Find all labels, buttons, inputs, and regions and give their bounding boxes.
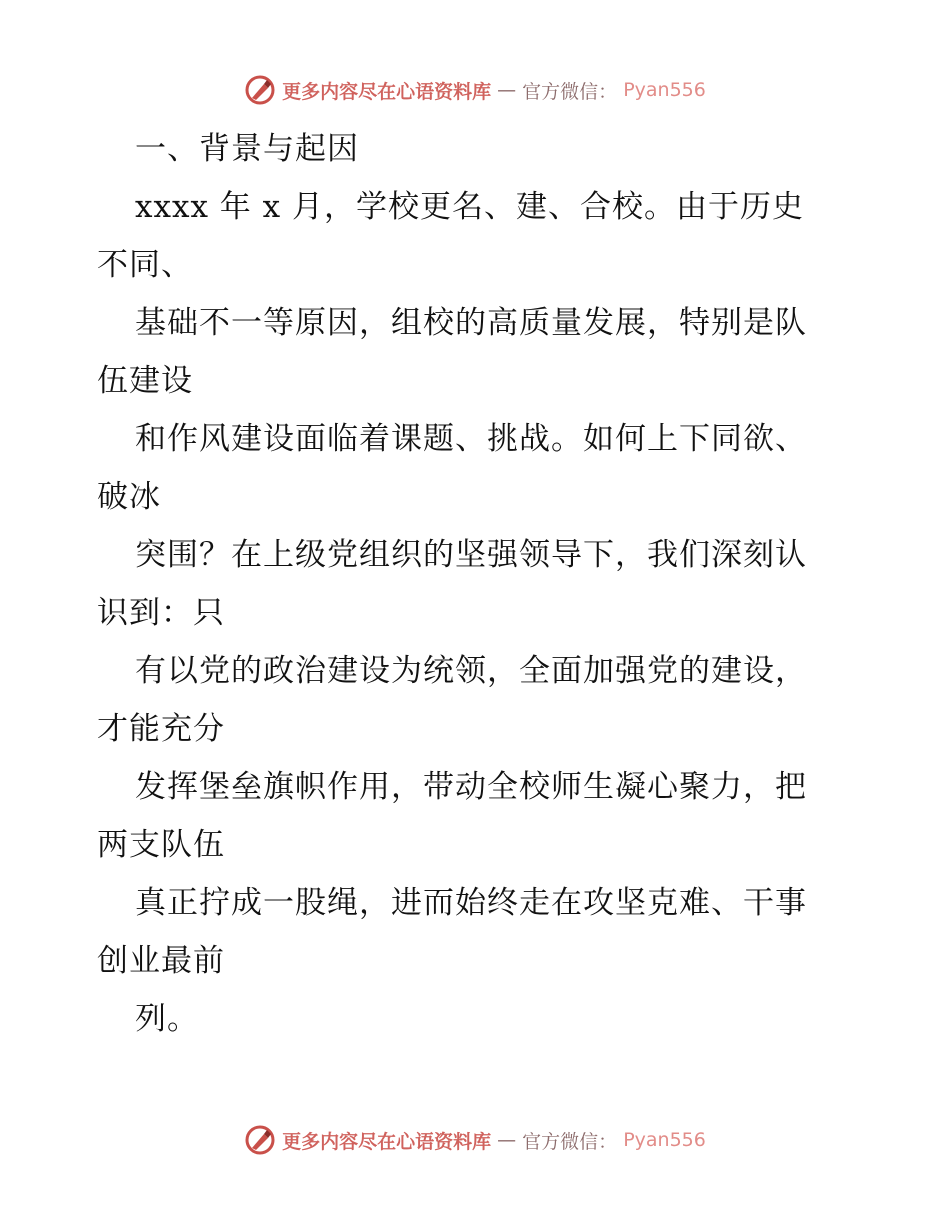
pen-logo-icon xyxy=(244,74,276,106)
text-line: 有以党的政治建设为统领，全面加强党的建设， xyxy=(135,653,807,689)
watermark-brand: 更多内容尽在心语资料库 xyxy=(282,1130,492,1153)
watermark-handle: Pyan556 xyxy=(623,79,706,101)
text-line: 两支队伍 xyxy=(97,827,225,863)
text-line: 一、背景与起因 xyxy=(135,131,359,167)
text-line: 破冰 xyxy=(97,479,161,515)
watermark-handle: Pyan556 xyxy=(623,1129,706,1151)
header-watermark xyxy=(0,70,950,110)
watermark-separator: — xyxy=(497,1129,517,1151)
text-line: 真正拧成一股绳，进而始终走在攻坚克难、干事 xyxy=(135,885,807,921)
pen-logo-icon xyxy=(244,1124,276,1156)
text-line: 突围？在上级党组织的坚强领导下，我们深刻认 xyxy=(135,537,807,573)
text-line: xxxx 年 x 月，学校更名、建、合校。由于历史 xyxy=(135,189,804,225)
text-line: 识到：只 xyxy=(97,595,225,631)
watermark-suffix: 官方微信： xyxy=(522,80,618,103)
text-line: 创业最前 xyxy=(97,943,225,979)
watermark-separator: — xyxy=(497,79,517,101)
text-line: 才能充分 xyxy=(97,711,225,747)
watermark-suffix: 官方微信： xyxy=(522,1130,618,1153)
text-line: 发挥堡垒旗帜作用，带动全校师生凝心聚力，把 xyxy=(135,769,807,805)
text-line: 和作风建设面临着课题、挑战。如何上下同欲、 xyxy=(135,421,807,457)
text-line: 不同、 xyxy=(97,247,193,283)
text-line: 伍建设 xyxy=(97,363,193,399)
document-body xyxy=(97,120,857,1048)
watermark-brand: 更多内容尽在心语资料库 xyxy=(282,80,492,103)
text-line: 列。 xyxy=(135,1001,199,1037)
text-line: 基础不一等原因，组校的高质量发展，特别是队 xyxy=(135,305,807,341)
footer-watermark xyxy=(0,1120,950,1160)
